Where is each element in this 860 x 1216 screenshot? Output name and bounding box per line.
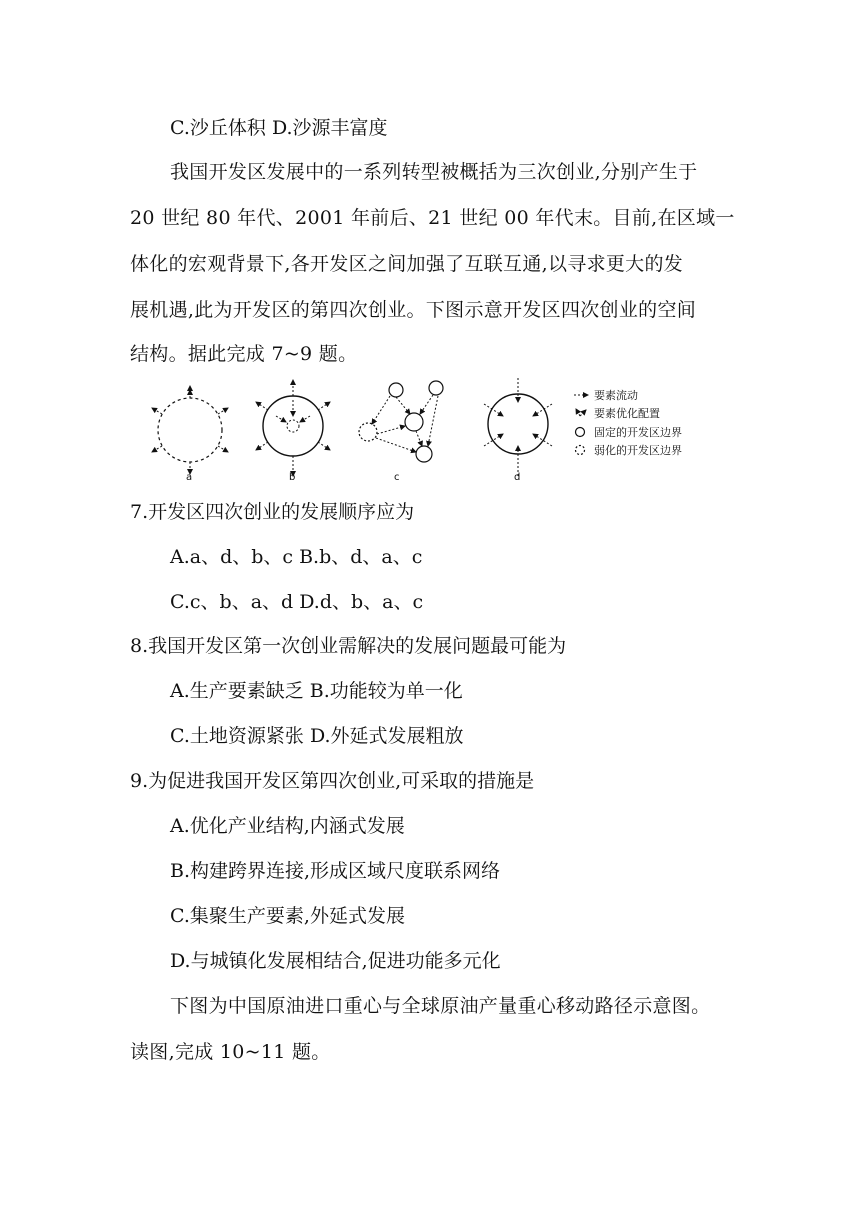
split-arrow-icon [576,409,586,416]
panel-a [152,386,228,483]
dashed-circle-icon [576,446,585,455]
passage-1-line: 展机遇,此为开发区的第四次创业。下图示意开发区四次创业的空间 [130,299,697,321]
legend-label: 要素流动 [594,389,638,402]
development-zone-diagram [148,376,728,486]
legend-label: 固定的开发区边界 [594,426,682,439]
question-8-options-cd: C.土地资源紧张 D.外延式发展粗放 [170,725,464,747]
passage-2-line: 下图为中国原油进口重心与全球原油产量重心移动路径示意图。 [170,995,711,1017]
panel-label-a: a [186,472,193,483]
question-8-options-ab: A.生产要素缺乏 B.功能较为单一化 [170,680,463,702]
panel-d [484,378,552,483]
question-7-options-ab: A.a、d、b、c B.b、d、a、c [170,546,423,568]
question-8-stem: 8.我国开发区第一次创业需解决的发展问题最可能为 [130,635,567,657]
question-9-option-b: B.构建跨界连接,形成区域尺度联系网络 [170,860,501,882]
q6-options-cd: C.沙丘体积 D.沙源丰富度 [170,117,388,139]
panel-c [359,381,443,483]
panel-b [256,380,330,483]
question-9-option-a: A.优化产业结构,内涵式发展 [170,815,405,837]
passage-1-line: 我国开发区发展中的一系列转型被概括为三次创业,分别产生于 [170,161,698,183]
question-9-option-c: C.集聚生产要素,外延式发展 [170,905,405,927]
question-9-option-d: D.与城镇化发展相结合,促进功能多元化 [170,950,501,972]
diagram-svg [148,376,728,486]
panel-label-d: d [514,472,521,483]
panel-label-b: b [289,472,296,483]
passage-1-line: 体化的宏观背景下,各开发区之间加强了互联互通,以寻求更大的发 [130,253,684,275]
question-9-stem: 9.为促进我国开发区第四次创业,可采取的措施是 [130,770,535,792]
panel-label-c: c [394,472,400,483]
legend-label: 弱化的开发区边界 [594,444,682,457]
passage-1-line: 20 世纪 80 年代、2001 年前后、21 世纪 00 年代末。目前,在区域一 [130,207,735,229]
passage-2-line: 读图,完成 10~11 题。 [130,1041,331,1063]
diagram-legend [574,388,682,457]
question-7-stem: 7.开发区四次创业的发展顺序应为 [130,501,415,523]
passage-1-line: 结构。据此完成 7~9 题。 [130,343,358,365]
question-7-options-cd: C.c、b、a、d D.d、b、a、c [170,591,424,613]
solid-circle-icon [576,428,585,437]
legend-label: 要素优化配置 [594,407,660,420]
